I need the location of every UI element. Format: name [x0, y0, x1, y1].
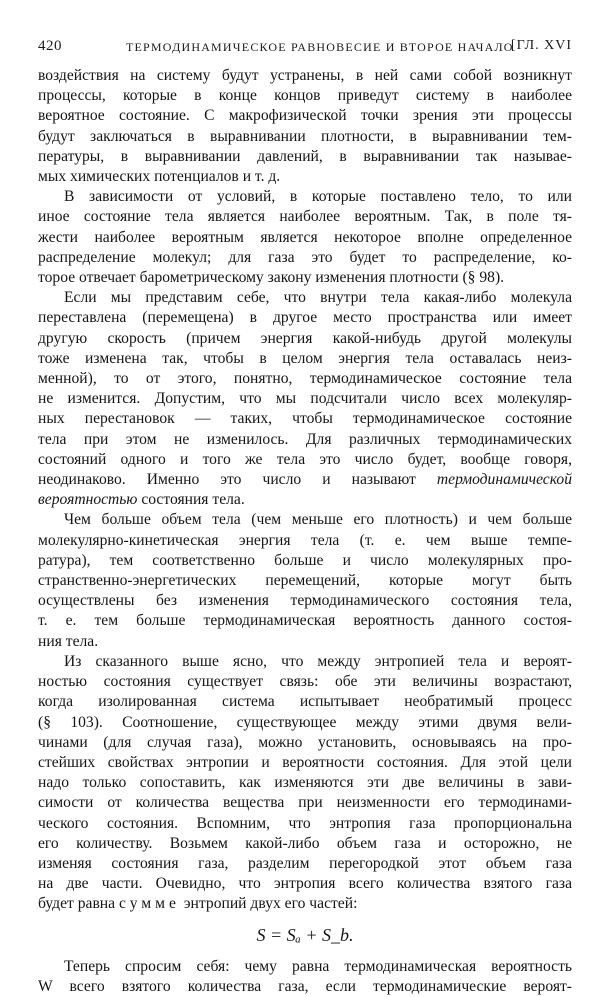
text-line: ратура), тем соответственно больше и число молекулярных про-	[38, 551, 572, 569]
text-line: тела при этом не изменилось. Для различных термодинамических	[38, 430, 572, 448]
text-line: странственно-энергетических перемещений, которые могут быть	[38, 572, 572, 590]
text-fragment: энтропий двух его частей:	[183, 895, 358, 913]
text-line: надо только сопоставить, как изменяются эти две величины в зави-	[38, 774, 572, 792]
text-line: мых химических потенциалов и т. д.	[38, 168, 281, 186]
text-line: осуществлены без изменения термодинамического состояния тела,	[38, 592, 572, 610]
paragraph-3	[38, 288, 572, 510]
running-title: ТЕРМОДИНАМИЧЕСКОЕ РАВНОВЕСИЕ И ВТОРОЕ НАЧАЛО	[126, 40, 514, 54]
term-italic: термодинамической	[436, 471, 573, 489]
text-line: ностью состояния существует связь: обе эти величины возрастают,	[38, 673, 572, 691]
text-line: переставлена (перемещена) в другое место пространства или имеет	[38, 309, 572, 327]
text-line: ных перестановок — таких, чтобы термодинамическое состояние	[38, 410, 572, 428]
text-fragment: состояния тела.	[141, 491, 245, 509]
body-text	[38, 66, 572, 997]
text-line: распределение молекул; для газа это будет то распределение, ко-	[38, 248, 572, 266]
text-line: жести наиболее вероятным является некоторое вполне определенное	[38, 228, 572, 246]
text-line: воздействия на систему будут устранены, в ней сами собой возникнут	[38, 67, 572, 84]
text-line: состояний одного и того же тела это число будет, вообще говоря,	[38, 450, 572, 468]
paragraph-6	[38, 957, 572, 997]
text-line: менной), то от этого, понятно, термодинамическое состояние тела	[38, 370, 572, 388]
text-line: другую скорость (причем энергия какой-нибудь другой молекулы	[38, 329, 572, 347]
text-line: не изменится. Допустим, что мы подсчитали число всех молекуляр-	[38, 390, 572, 408]
text-line: вероятное состояние. С макрофизической точки зрения эти процессы	[38, 107, 572, 125]
spaced-emphasis: сумме	[118, 895, 180, 913]
paragraph-4	[38, 510, 572, 651]
text-line: ческого состояния. Вспомним, что энтропия газа пропорциональна	[38, 814, 572, 832]
text-line: изменяя состояния газа, разделим перегородкой этот объем газа	[38, 854, 572, 872]
entropy-sum-formula: S = Sₐ + S_b.	[256, 924, 354, 945]
text-fragment: неодинаково. Именно это число и называют	[38, 471, 416, 489]
paragraph-1	[38, 66, 572, 187]
text-line: процессы, которые в конце концов приведут систему в наиболее	[38, 87, 572, 105]
text-line: ния тела.	[38, 632, 99, 650]
paragraph-5	[38, 652, 572, 915]
text-line: Теперь спросим себя: чему равна термодинамическая вероятность	[64, 957, 572, 975]
text-line: торое отвечает барометрическому закону изменения плотности (§ 98).	[38, 269, 505, 287]
paragraph-2	[38, 187, 572, 288]
text-line: W всего взятого количества газа, если термодинамические вероят-	[38, 977, 572, 995]
text-line: чинами (для случая газа), можно установить, основываясь на про-	[38, 733, 572, 751]
text-line: пературы, в выравнивании давлений, в выравнивании так называе-	[38, 147, 572, 165]
text-line: Из сказанного выше ясно, что между энтропией тела и вероят-	[64, 652, 572, 670]
text-line: симости от количества вещества при неизменности его термодинами-	[38, 794, 572, 812]
text-line: стейших свойствах энтропии и вероятности состояния. Для этой цели	[38, 753, 572, 771]
text-fragment: будет равна	[38, 895, 116, 913]
text-line: тоже изменена так, чтобы в целом энергия тела оставалась неиз-	[38, 349, 572, 367]
text-line: В зависимости от условий, в которые поставлено тело, то или	[64, 188, 572, 206]
text-line	[38, 894, 572, 914]
text-line: Чем больше объем тела (чем меньше его плотность) и чем больше	[64, 511, 572, 529]
text-line: (§ 103). Соотношение, существующее между этими двумя вели-	[38, 713, 572, 731]
text-line: т. е. тем больше термодинамическая вероятность данного состоя-	[38, 612, 572, 630]
running-header	[38, 38, 572, 58]
text-line	[38, 470, 572, 490]
page-number: 420	[38, 38, 62, 54]
text-line: Если мы представим себе, что внутри тела какая-либо молекула	[64, 289, 572, 307]
text-line: будут заключаться в выравнивании плотности, в выравнивании тем-	[38, 127, 572, 145]
text-line: его количеству. Возьмем какой-либо объем газа и осторожно, не	[38, 834, 572, 852]
chapter-label: [ГЛ. XVI	[510, 38, 572, 53]
term-italic: вероятностью	[38, 491, 138, 509]
text-line: иное состояние тела является наиболее вероятным. Так, в поле тя-	[38, 208, 572, 226]
text-line: молекулярно-кинетическая энергия тела (т. е. чем выше темпе-	[38, 531, 572, 549]
text-line	[38, 490, 572, 510]
text-line: на две части. Очевидно, что энтропия всего количества взятого газа	[38, 875, 572, 893]
text-line: когда изолированная система испытывает необратимый процесс	[38, 693, 572, 711]
